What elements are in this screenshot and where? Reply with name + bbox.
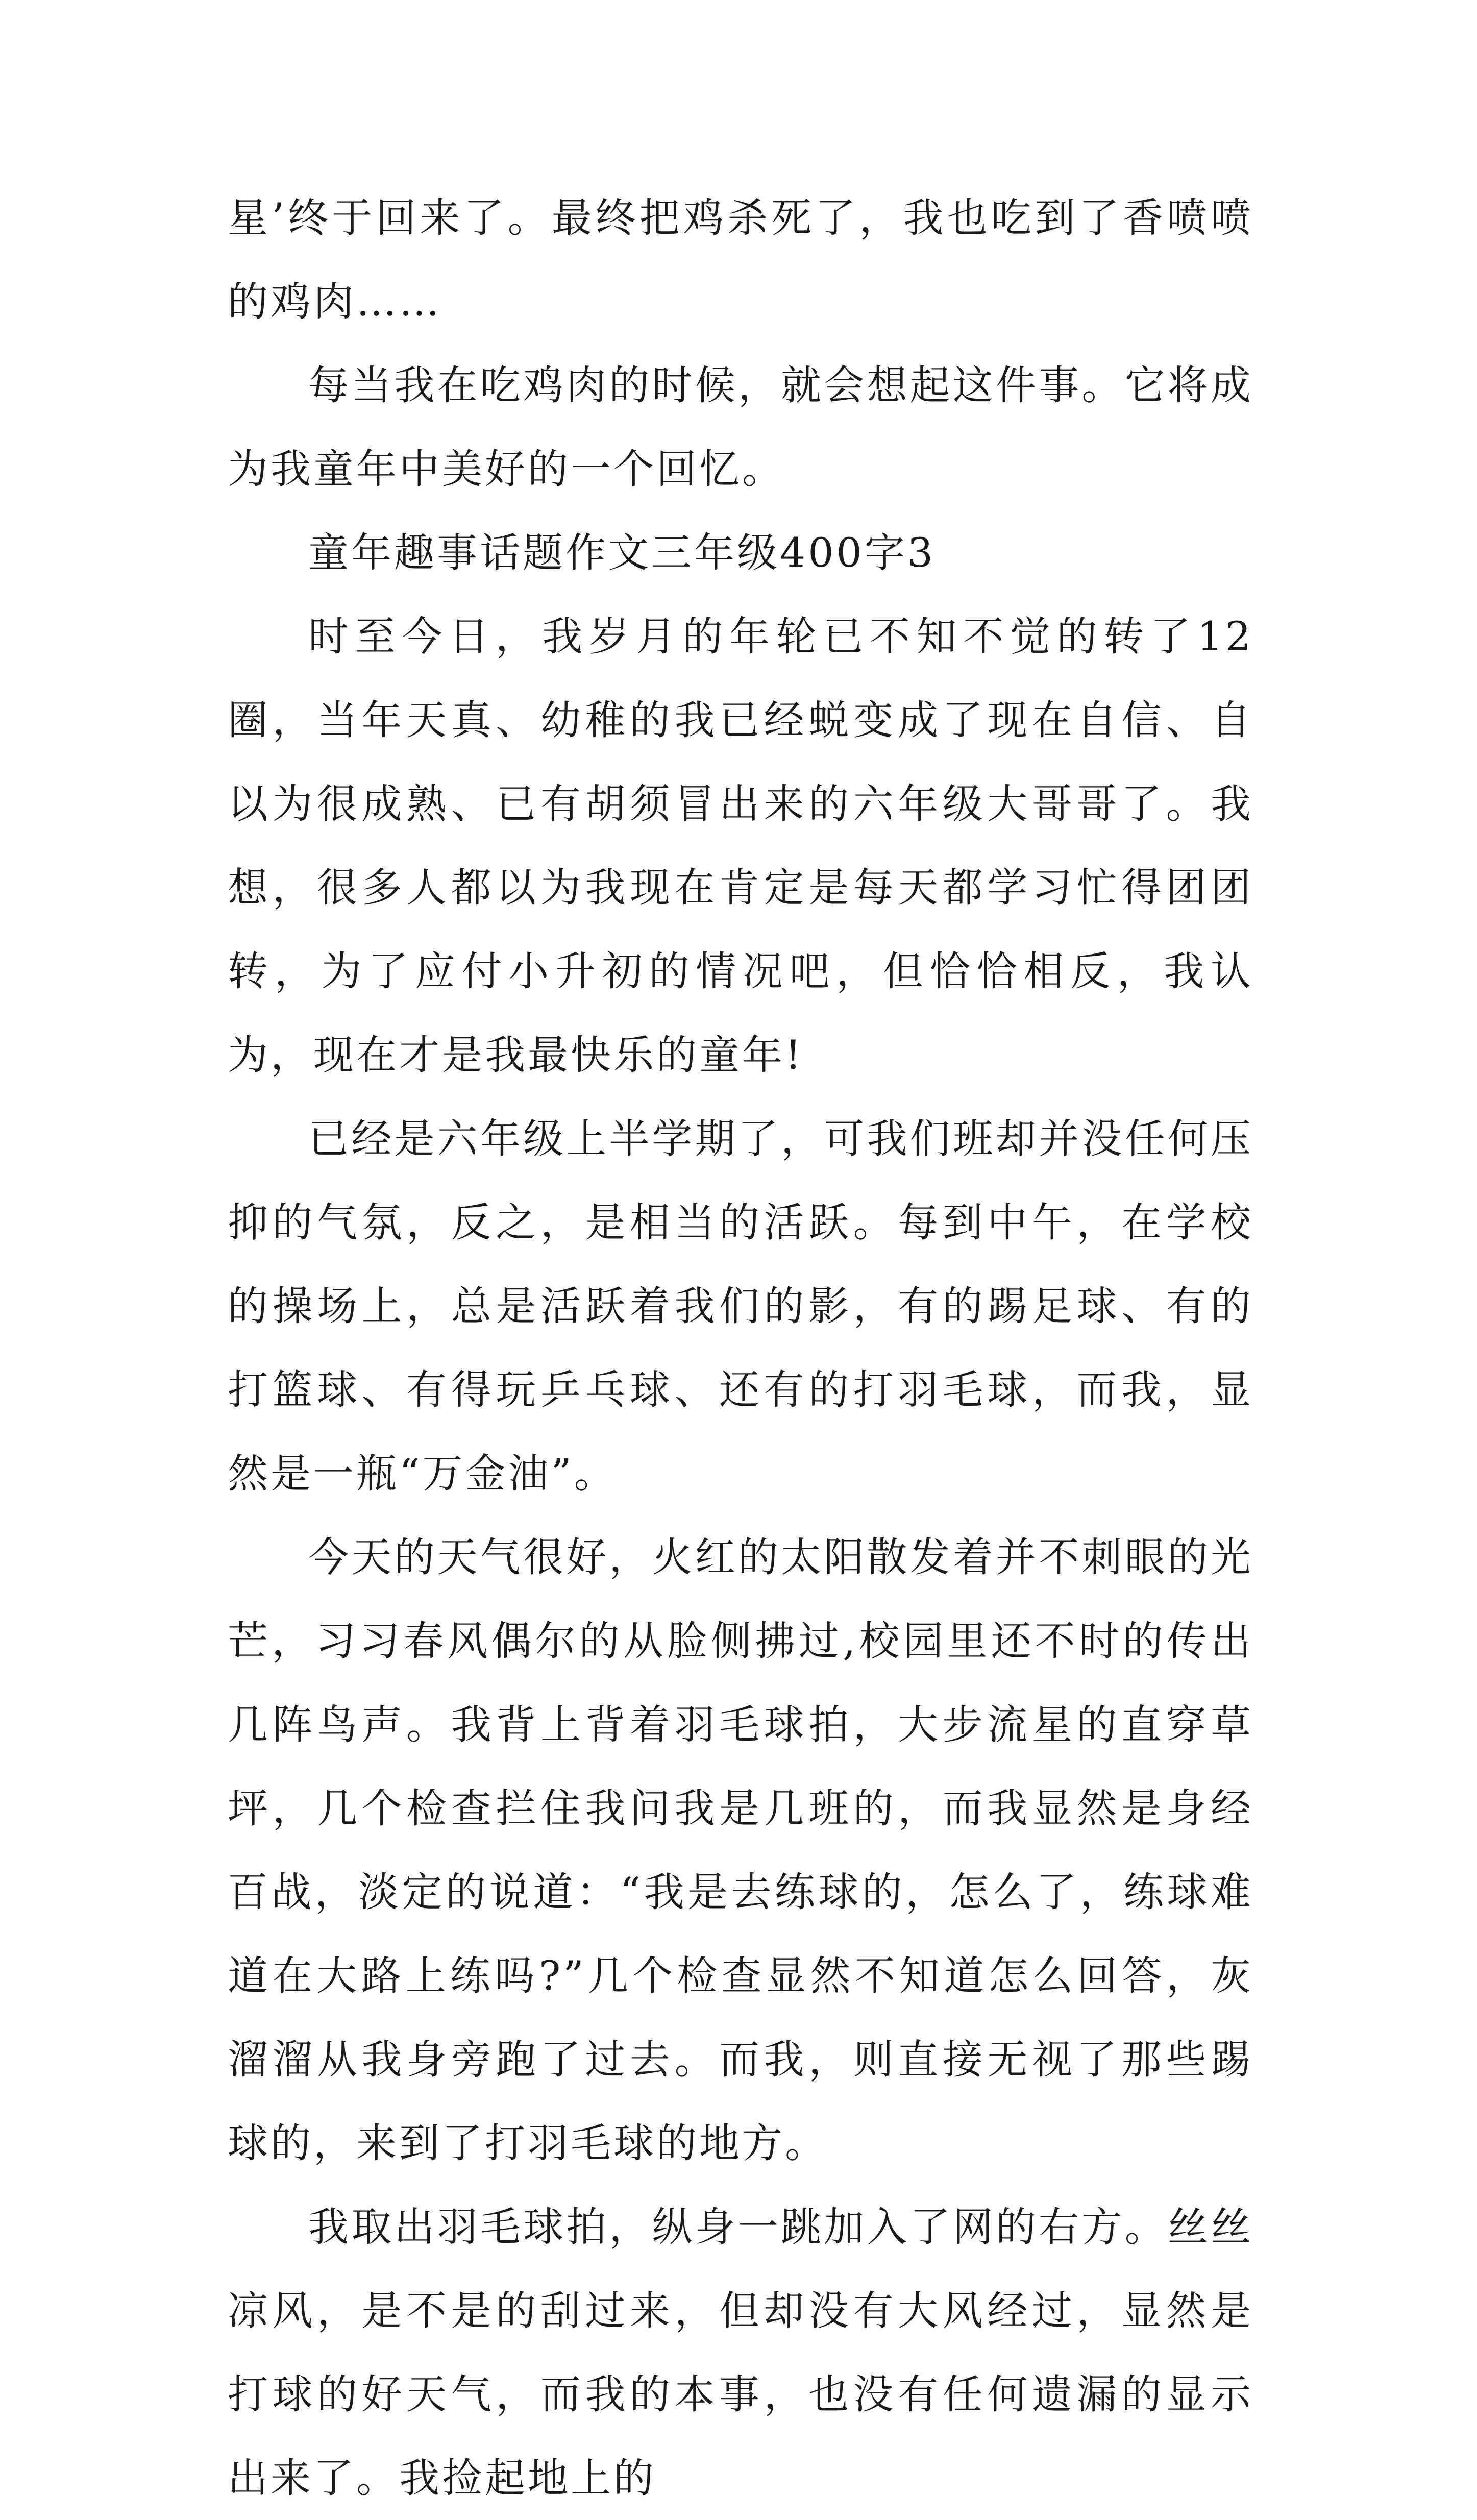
paragraph-childhood-memory: 每当我在吃鸡肉的时候，就会想起这件事。它将成为我童年中美好的一个回忆。 — [228, 362, 1253, 493]
paragraph-chicken-ending: 星’终于回来了。最终把鸡杀死了，我也吃到了香喷喷的鸡肉…… — [228, 194, 1253, 325]
paragraph-badminton-racket: 我取出羽毛球拍，纵身一跳加入了网的右方。丝丝凉风，是不是的刮过来，但却没有大风经过，显然是打球的好天气，而我的本事，也没有任何遗漏的显示出来了。我捡起地上的 — [228, 2204, 1253, 2502]
paragraph-good-weather: 今天的天气很好，火红的太阳散发着并不刺眼的光芒，习习春风偶尔的从脸侧拂过,校园里还不时的传出几阵鸟声。我背上背着羽毛球拍，大步流星的直穿草坪，几个检查拦住我问我是几班的，而我显然是身经百战，淡定的说道：“我是去练球的，怎么了，练球难道在大路上练吗?”几个检查显然不知道怎么回答，灰溜溜从我身旁跑了过去。而我，则直接无视了那些踢球的，来到了打羽毛球的地方。 — [228, 1534, 1253, 2167]
essay-title-3: 童年趣事话题作文三年级400字3 — [308, 529, 936, 576]
paragraph-twelve-rings: 时至今日，我岁月的年轮已不知不觉的转了12圈，当年天真、幼稚的我已经蜕变成了现在自信、自以为很成熟、已有胡须冒出来的六年级大哥哥了。我想，很多人都以为我现在肯定是每天都学习忙得团团转，为了应付小升初的情况吧，但恰恰相反，我认为，现在才是我最快乐的童年! — [228, 613, 1253, 1079]
document-body — [228, 176, 1253, 2520]
paragraph-sixth-grade-class: 已经是六年级上半学期了，可我们班却并没任何压抑的气氛，反之，是相当的活跃。每到中午，在学校的操场上，总是活跃着我们的影，有的踢足球、有的打篮球、有得玩乒乓球、还有的打羽毛球，而我，显然是一瓶“万金油”。 — [228, 1115, 1253, 1497]
